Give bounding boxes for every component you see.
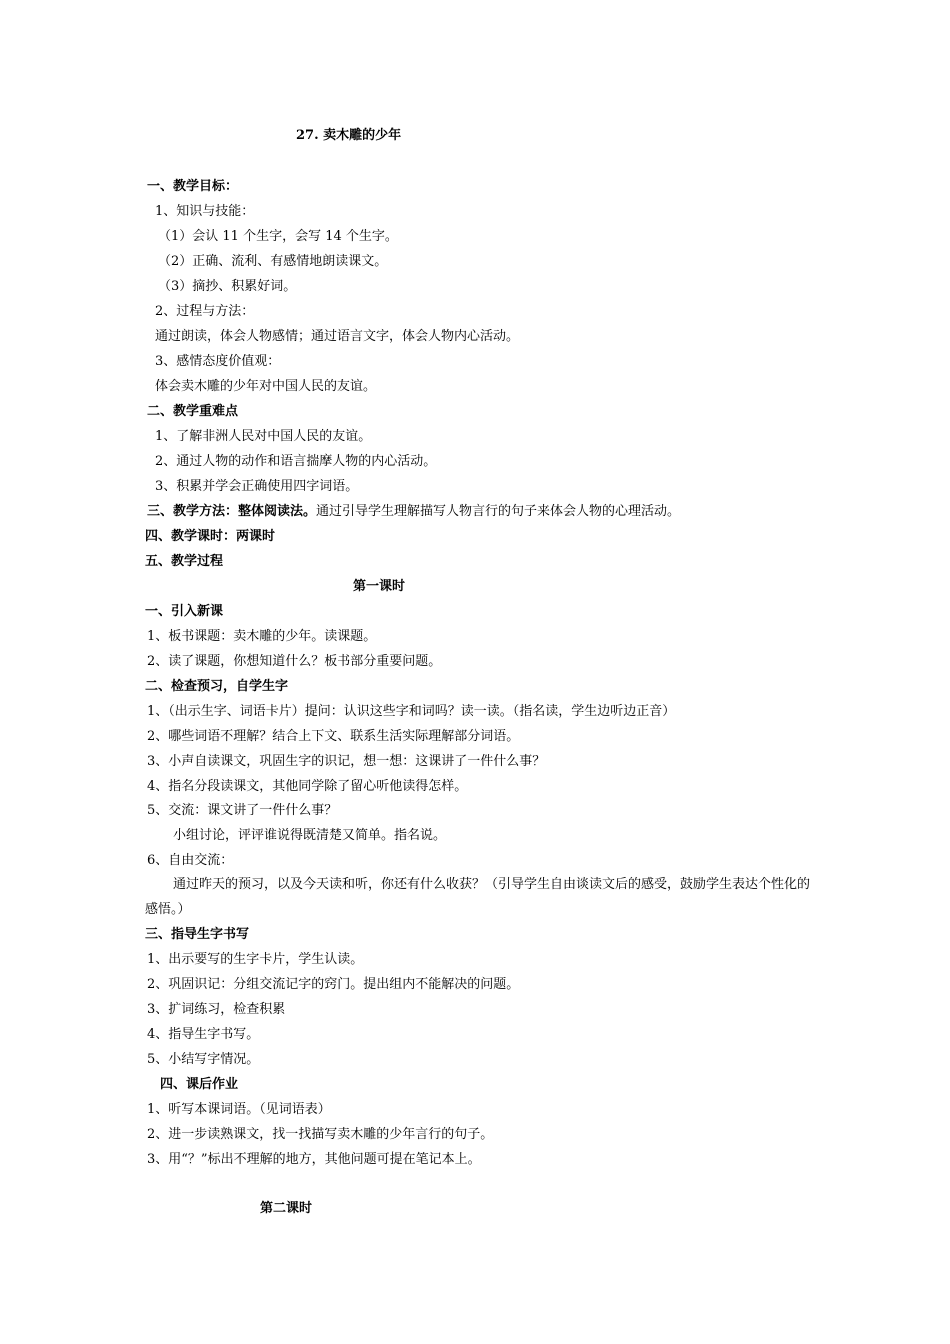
list-item: 3、扩词练习，检查积累 [147,1002,286,1017]
list-item: 2、进一步读熟课文，找一找描写卖木雕的少年言行的句子。 [147,1127,494,1142]
list-item: 2、读了课题，你想知道什么？板书部分重要问题。 [147,654,442,669]
sub-heading: 3、感情态度价值观： [155,354,281,369]
doc-title: 27. 卖木雕的少年 [296,128,402,143]
method-label: 三、教学方法：整体阅读法。 [147,504,317,519]
sub-heading: 1、知识与技能： [155,204,255,219]
paragraph: 通过朗读，体会人物感情；通过语言文字，体会人物内心活动。 [155,329,520,344]
paragraph: 体会卖木雕的少年对中国人民的友谊。 [155,379,377,394]
list-item: （3）摘抄、积累好词。 [158,279,297,294]
section-heading: 一、引入新课 [145,604,224,619]
list-item: 2、巩固识记：分组交流记字的窍门。提出组内不能解决的问题。 [147,977,520,992]
lesson-title: 第二课时 [260,1201,313,1216]
sub-heading: 2、过程与方法： [155,304,255,319]
teaching-method [147,503,680,521]
paragraph: 通过昨天的预习，以及今天读和听，你还有什么收获？（引导学生自由谈读文后的感受，鼓励学生表达个性化的感悟。） [145,877,811,917]
section-heading: 二、教学重难点 [147,404,239,419]
list-item: 1、板书课题：卖木雕的少年。读课题。 [147,629,377,644]
list-item: （1）会认 11 个生字，会写 14 个生字。 [158,229,398,244]
section-heading: 二、检查预习，自学生字 [145,679,289,694]
list-item: 4、指导生字书写。 [147,1027,260,1042]
list-item: 2、哪些词语不理解？结合上下文、联系生活实际理解部分词语。 [147,729,520,744]
lesson-title: 第一课时 [353,579,406,594]
paragraph: 小组讨论，评评谁说得既清楚又简单。指名说。 [173,828,447,843]
section-heading: 四、课后作业 [160,1077,239,1092]
method-text: 通过引导学生理解描写人物言行的句子来体会人物的心理活动。 [316,504,681,519]
section-heading: 三、指导生字书写 [145,927,250,942]
list-item: 4、指名分段读课文，其他同学除了留心听他读得怎样。 [147,779,468,794]
list-item: 5、小结写字情况。 [147,1052,260,1067]
list-item: 1、听写本课词语。（见词语表） [147,1102,331,1117]
list-item: 6、自由交流： [147,853,234,868]
section-heading: 四、教学课时：两课时 [145,529,276,544]
section-heading: 一、教学目标： [147,179,239,194]
list-item: 1、了解非洲人民对中国人民的友谊。 [155,429,372,444]
section-heading: 五、教学过程 [145,554,224,569]
list-item: 1、出示要写的生字卡片，学生认读。 [147,952,364,967]
list-item: 2、通过人物的动作和语言揣摩人物的内心活动。 [155,454,437,469]
list-item: 3、积累并学会正确使用四字词语。 [155,479,359,494]
list-item: 1、（出示生字、词语卡片）提问：认识这些字和词吗？读一读。（指名读，学生边听边正音） [147,704,676,719]
list-item: （2）正确、流利、有感情地朗读课文。 [158,254,388,269]
list-item: 3、用“？”标出不理解的地方，其他问题可提在笔记本上。 [147,1152,481,1167]
list-item: 5、交流：课文讲了一件什么事？ [147,803,338,818]
list-item: 3、小声自读课文，巩固生字的识记，想一想：这课讲了一件什么事？ [147,754,546,769]
